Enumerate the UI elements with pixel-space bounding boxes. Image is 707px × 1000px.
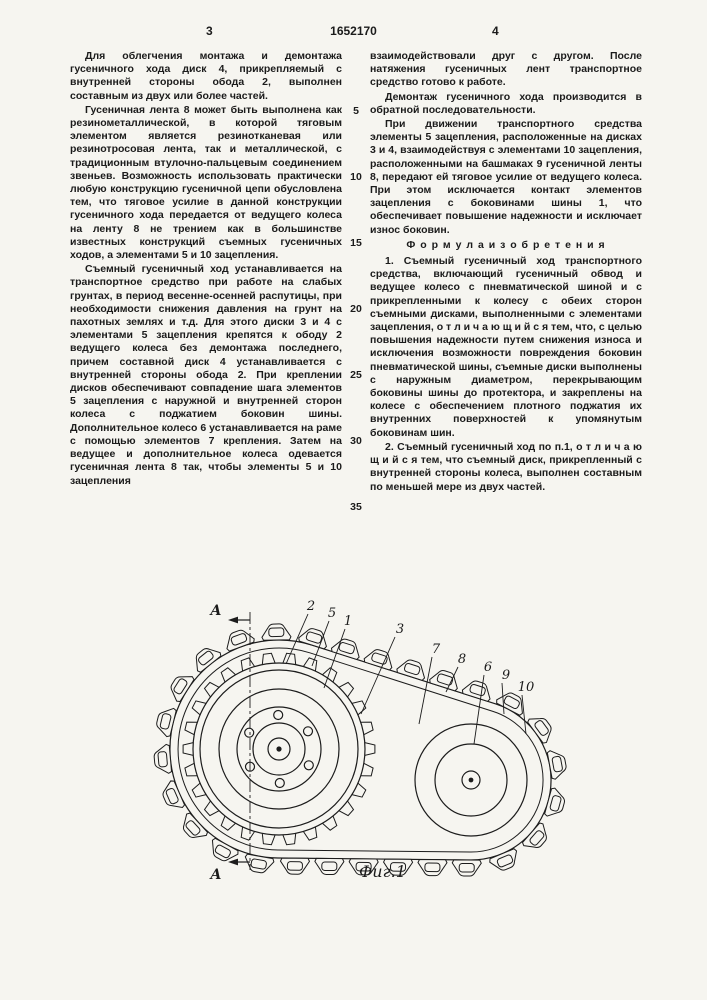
bolt-hole bbox=[245, 728, 254, 737]
drive-wheel bbox=[193, 663, 365, 835]
part-label-8: 8 bbox=[457, 652, 467, 667]
right-column bbox=[370, 50, 642, 495]
column-number-left: 3 bbox=[206, 24, 213, 38]
patent-number: 1652170 bbox=[330, 24, 377, 38]
line-number: 30 bbox=[350, 435, 362, 447]
track-band-outer bbox=[170, 640, 551, 860]
track-assembly-drawing bbox=[153, 624, 568, 876]
line-number: 25 bbox=[350, 369, 362, 381]
text-columns bbox=[70, 50, 642, 513]
patent-figure bbox=[74, 596, 639, 898]
section-line bbox=[237, 612, 250, 870]
section-label-bottom: А bbox=[210, 867, 222, 883]
part-label-10: 10 bbox=[517, 680, 535, 695]
figure-container bbox=[74, 596, 639, 898]
paragraph: Демонтаж гусеничного хода производится в обратной последовательности. bbox=[370, 90, 642, 116]
part-label-2: 2 bbox=[306, 599, 316, 614]
bolt-hole bbox=[304, 727, 313, 736]
part-label-9: 9 bbox=[501, 668, 511, 683]
part-label-5: 5 bbox=[327, 606, 337, 621]
part-label-6: 6 bbox=[483, 660, 493, 675]
drive-wheel-center bbox=[276, 746, 281, 751]
track-shoes bbox=[153, 624, 568, 876]
column-number-right: 4 bbox=[492, 24, 499, 38]
line-number: 35 bbox=[350, 501, 362, 513]
paragraph: Для облегчения монтажа и демонтажа гусеничного хода диск 4, прикрепляемый с внутренней стороны обода 2, выполнен составным из двух или более частей. bbox=[70, 50, 342, 102]
left-column bbox=[70, 50, 342, 495]
line-number: 10 bbox=[350, 171, 362, 183]
claim-1: 1. Съемный гусеничный ход транспортного средства, включающий гусеничный обвод и ведущее колесо с пневматической шиной и с прикрепленными к колесу с обеих сторон съемными дисками, выполненными с элементами зацепления, о т л и ч а ю щ и й с я тем, что, с целью повышения надежности путем снижения износа и исключения возможности повреждения боковин пневматической шины, съемные диски выполнены с наружным диаметром, перекрывающим боковины шины до протектора, и закреплены на колесе с обеспечением плотного поджатия их внутренних поверхностей к упомянутым боковинам шин. bbox=[370, 255, 642, 439]
line-number: 20 bbox=[350, 303, 362, 315]
part-label-1: 1 bbox=[343, 614, 353, 629]
line-number: 5 bbox=[353, 105, 359, 117]
idler-wheel bbox=[415, 724, 527, 836]
claim-2: 2. Съемный гусеничный ход по п.1, о т л и ч а ю щ и й с я тем, что съемный диск, прикрепленный с внутренней стороны колеса, выполнен составным по меньшей мере из двух частей. bbox=[370, 440, 642, 493]
paragraph: При движении транспортного средства элементы 5 зацепления, расположенные на дисках 3 и 4, взаимодействуя с элементами 10 зацепления, расположенными на башмаках 9 гусеничной ленты 8, передают ей тяговое усилие от ведущего колеса. При этом исключается контакт элементов зацепления с боковинами шины 1, что обеспечивает повышение надежности и исключает износ боковин. bbox=[370, 118, 642, 236]
paragraph: взаимодействовали друг с другом. После натяжения гусеничных лент транспортное средство готово к работе. bbox=[370, 50, 642, 89]
line-number: 15 bbox=[350, 237, 362, 249]
bolt-hole bbox=[304, 761, 313, 770]
part-label-3: 3 bbox=[395, 622, 405, 637]
claims-heading: Ф о р м у л а и з о б р е т е н и я bbox=[406, 238, 606, 251]
bolt-hole bbox=[274, 711, 283, 720]
section-label-top: А bbox=[210, 603, 222, 619]
bolt-hole bbox=[275, 779, 284, 788]
part-label-7: 7 bbox=[431, 642, 441, 657]
line-number-gutter bbox=[342, 50, 370, 513]
paragraph: Съемный гусеничный ход устанавливается на транспортное средство при работе на слабых грунтах, в период весенне-осенней распутицы, при необходимости снижения давления на грунт на пахотных землях и т.д. Для этого диски 3 и 4 с элементами 5 зацепления крепятся к ободу 2 ведущего колеса без демонтажа последнего, причем составной диск 4 устанавливается с внутренней стороны обода 2. При креплении дисков обеспечивают совпадение шага элементов 5 зацепления с наружной и внутренней сторон колеса с поджатием боковин шины. Дополнительное колесо 6 устанавливается на раме с помощью элементов 7 крепления. Затем на ведущее и дополнительное колеса одевается гусеничная лента 8 так, чтобы элементы 5 и 10 зацепления bbox=[70, 263, 342, 487]
figure-caption: Фиг.1 bbox=[359, 862, 406, 881]
paragraph: Гусеничная лента 8 может быть выполнена как резинометаллической, в которой тяговым элементом является резинотканевая или резинотросовая лента, так и металлической, с традиционным втулочно-пальцевым соединением звеньев. Возможность использовать практически любую конструкцию гусеничной цепи обусловлена тем, что тяговое усилие в данной конструкции гусеничного хода передается от ведущего колеса на ленту 8 не трением как в большинстве известных конструкций съемных гусеничных ходов, а элементами 5 и 10 зацепления. bbox=[70, 103, 342, 262]
idler-wheel-center bbox=[469, 778, 474, 783]
